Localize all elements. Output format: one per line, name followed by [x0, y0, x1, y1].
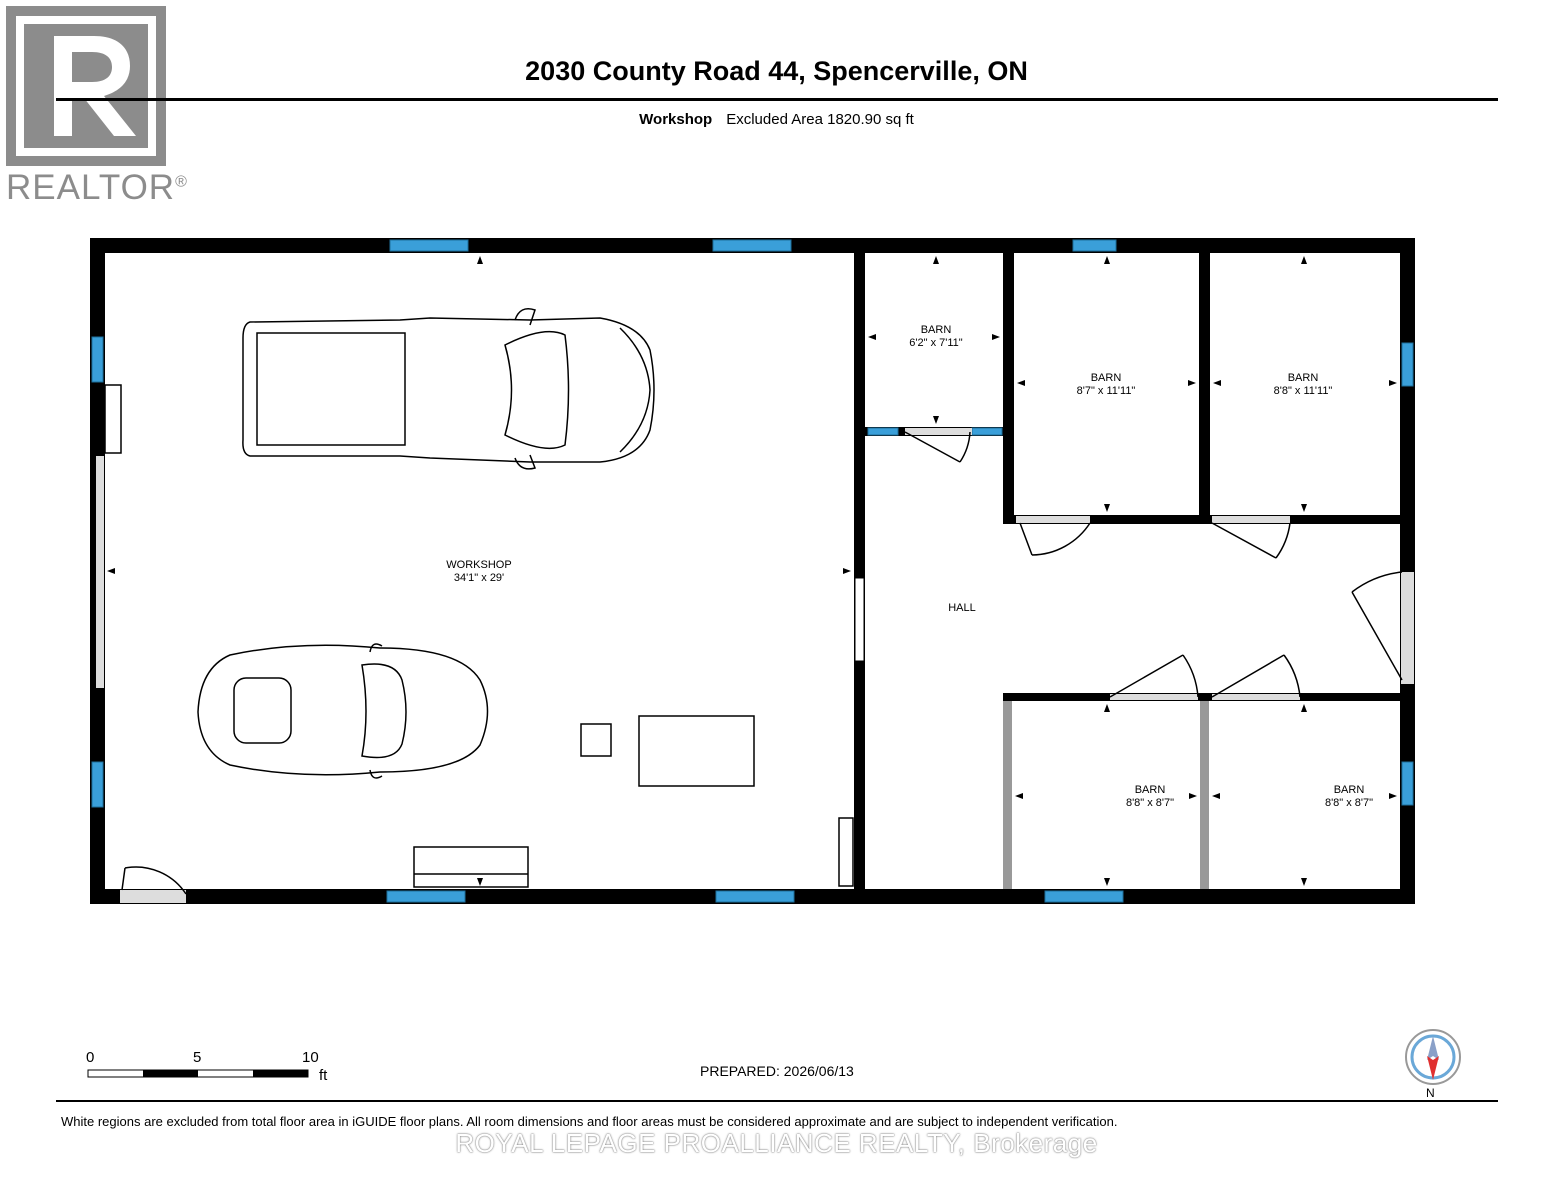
room-name: BARN: [1287, 372, 1319, 384]
door-openings: [96, 428, 1414, 903]
room-hall: [902, 602, 1022, 615]
room-dims: 6'2" x 7'11": [909, 337, 963, 349]
disclaimer: White regions are excluded from total floor area in iGUIDE floor plans. All room dimensions and floor areas must be considered approximate and are subject to independent verification.: [61, 1114, 1118, 1129]
page-title: 2030 County Road 44, Spencerville, ON: [525, 56, 1028, 86]
room-name: BARN: [920, 324, 952, 336]
room-dims: 8'8" x 8'7": [1125, 797, 1175, 809]
room-dims: 34'1" x 29': [453, 572, 505, 584]
room-name: BARN: [1090, 372, 1122, 384]
room-barn-right-top: [1243, 372, 1363, 398]
scale-bar: [88, 1070, 308, 1077]
car-icon: [198, 644, 488, 778]
prepared-date: PREPARED: 2026/06/13: [700, 1063, 854, 1079]
scale-tick-10: 10: [302, 1049, 319, 1066]
scale-tick-5: 5: [193, 1049, 202, 1066]
room-dims: 8'8" x 11'11": [1273, 385, 1333, 397]
room-name: BARN: [1134, 784, 1166, 796]
room-dims: 8'8" x 8'7": [1324, 797, 1374, 809]
room-barn-mid-bottom: [1090, 784, 1210, 810]
scale-unit: ft: [319, 1067, 328, 1084]
room-name: HALL: [948, 602, 976, 614]
footer-rule: [56, 1100, 1498, 1102]
truck-icon: [243, 309, 654, 469]
room-workshop: [419, 559, 539, 585]
scale-tick-0: 0: [86, 1049, 95, 1066]
level-area: Excluded Area 1820.90 sq ft: [726, 111, 914, 128]
compass-label: N: [1426, 1086, 1435, 1100]
realtor-wordmark: REALTOR®: [6, 168, 188, 207]
room-name: WORKSHOP: [446, 559, 512, 571]
windows: [92, 240, 1413, 902]
room-dims: 8'7" x 11'11": [1076, 385, 1136, 397]
brokerage-watermark: ROYAL LEPAGE PROALLIANCE REALTY, Brokerage: [455, 1128, 1098, 1158]
exterior-walls: [90, 238, 1415, 904]
room-name: BARN: [1333, 784, 1365, 796]
room-barn-right-bottom: [1289, 784, 1409, 810]
level-name: Workshop: [639, 111, 713, 128]
room-barn-small: [876, 324, 996, 350]
compass-icon: [1406, 1030, 1460, 1084]
room-barn-mid-top: [1046, 372, 1166, 398]
